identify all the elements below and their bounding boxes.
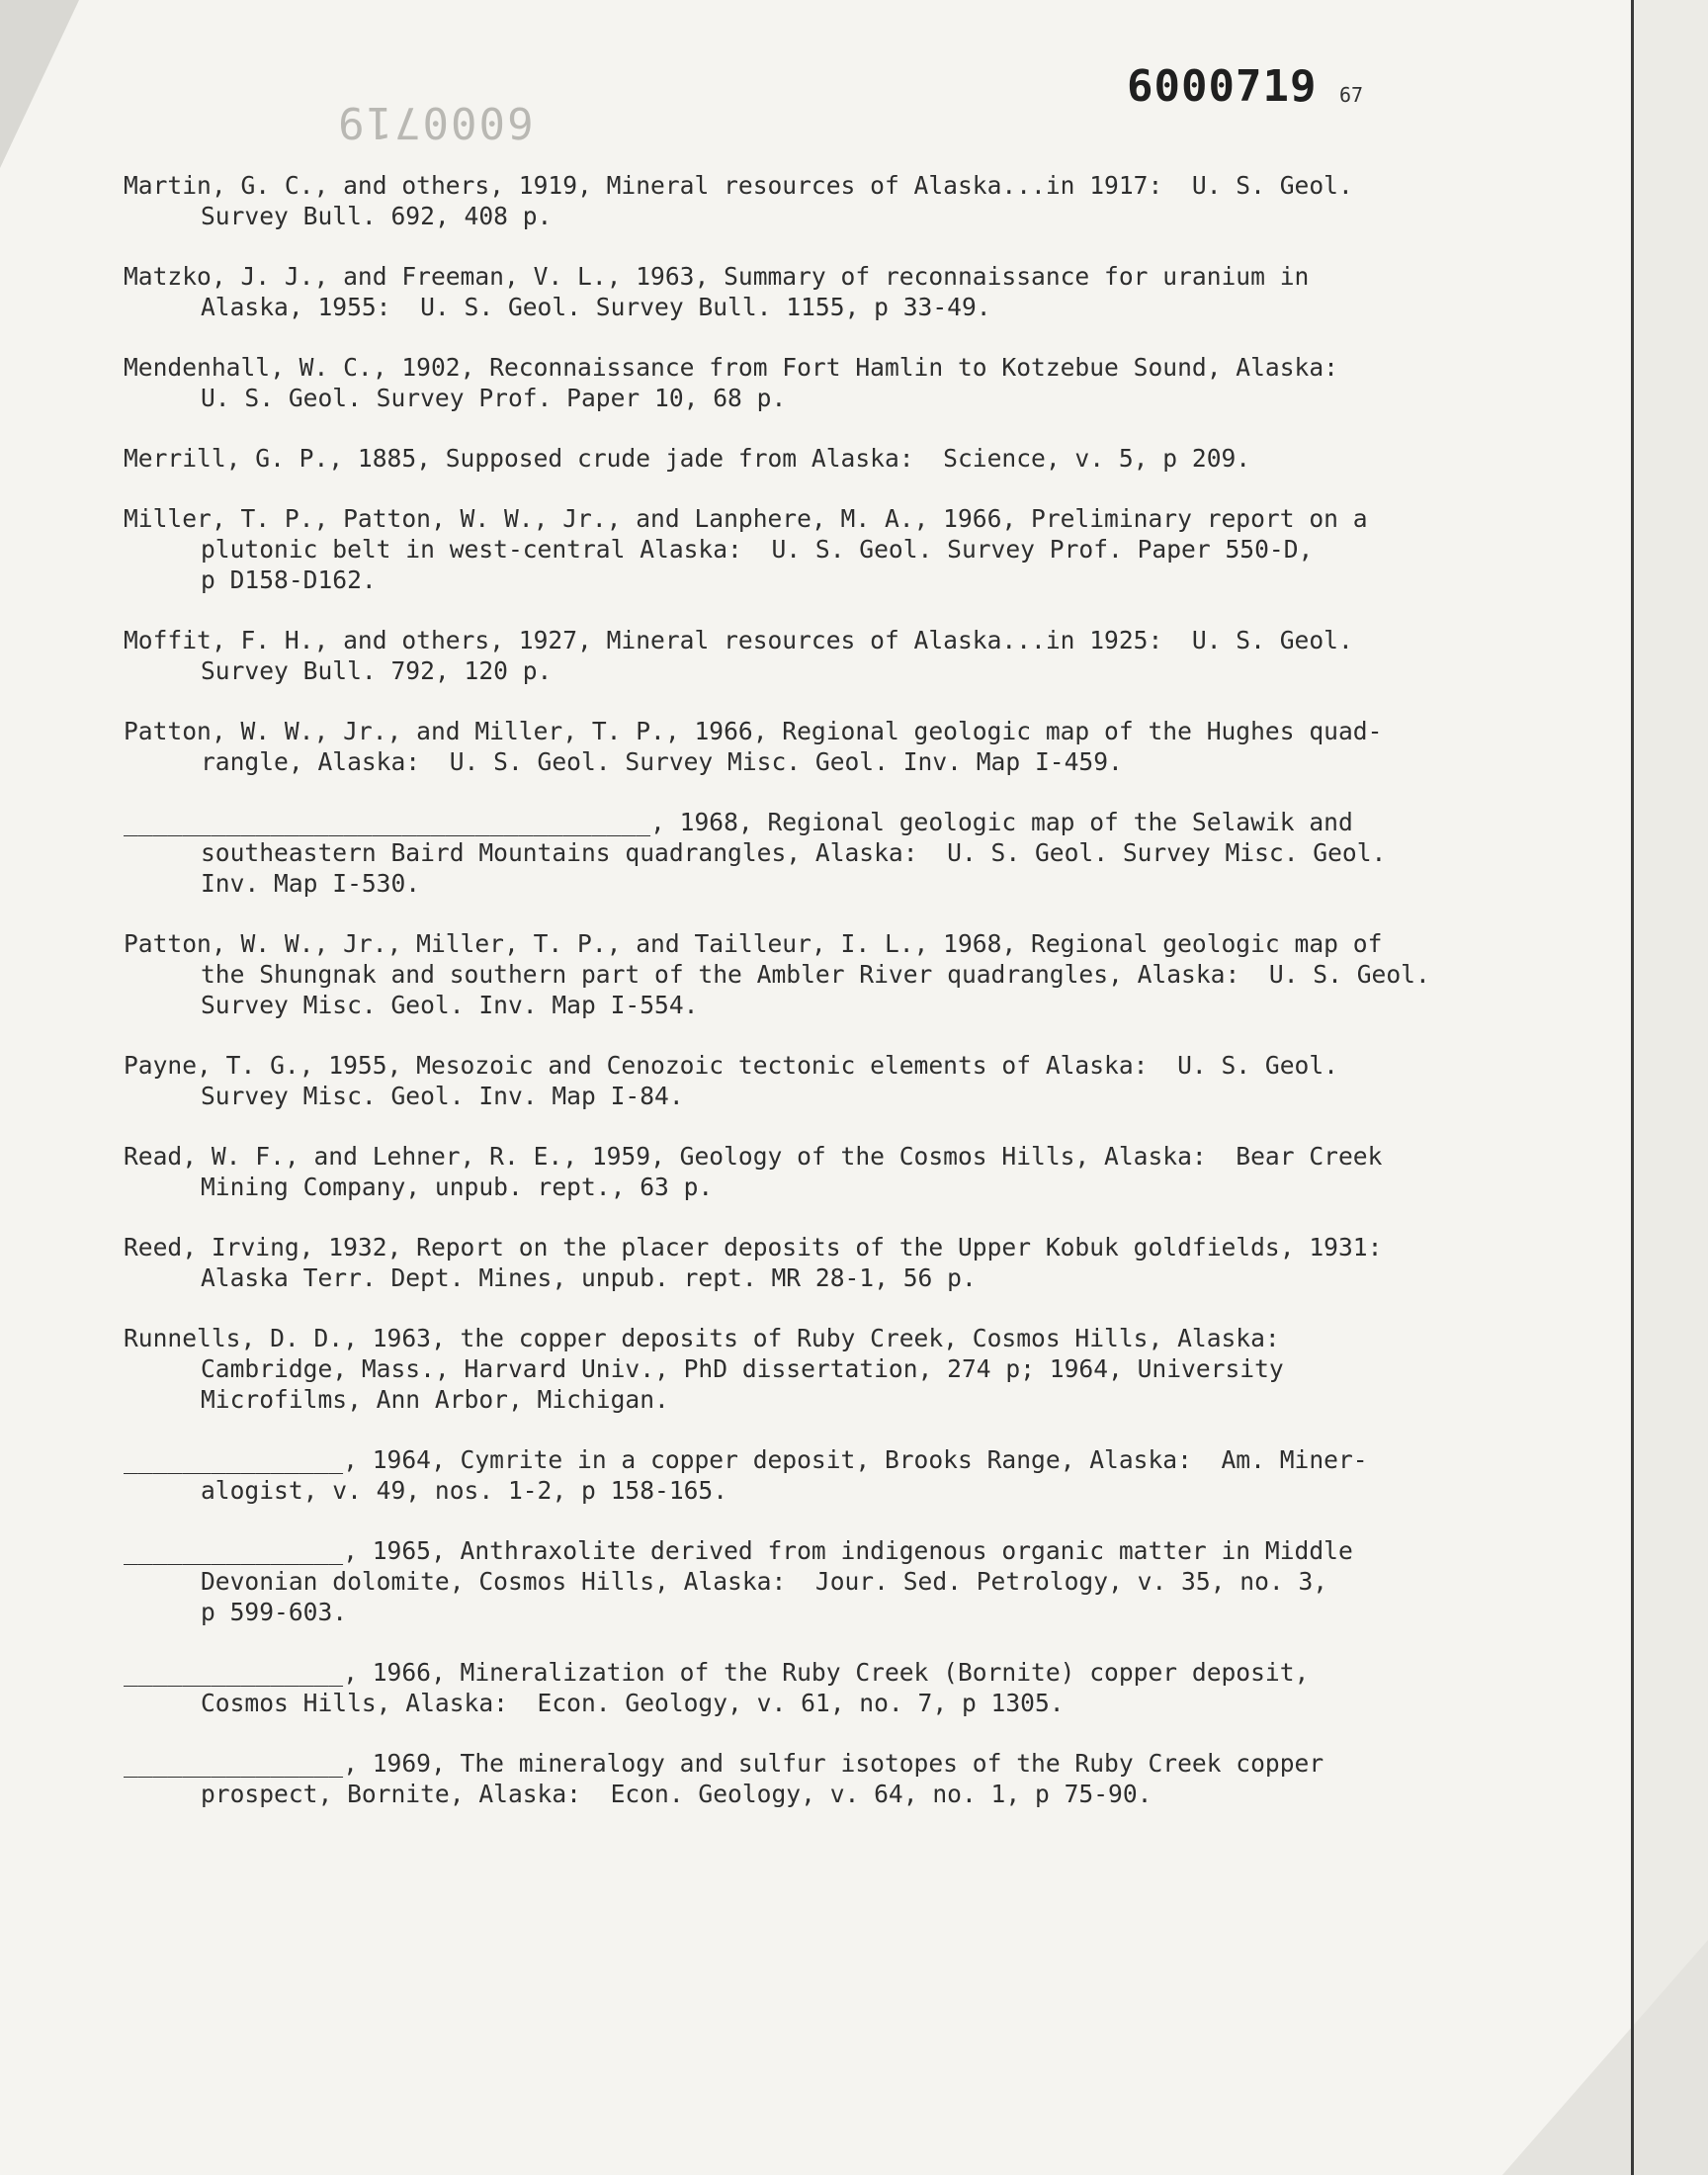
- reference-entry: _______________, 1964, Cymrite in a copper deposit, Brooks Range, Alaska: Am. Miner- alogist, v. 49, nos. 1-2, p 158-165.: [124, 1445, 1368, 1505]
- reference-entry: Read, W. F., and Lehner, R. E., 1959, Geology of the Cosmos Hills, Alaska: Bear Creek Mining Company, unpub. rept., 63 p.: [124, 1142, 1383, 1201]
- reference-entry: Moffit, F. H., and others, 1927, Mineral resources of Alaska...in 1925: U. S. Geol. Survey Bull. 792, 120 p.: [124, 626, 1353, 685]
- page-number: 67: [1339, 83, 1364, 107]
- reference-entry: Runnells, D. D., 1963, the copper deposits of Ruby Creek, Cosmos Hills, Alaska: Cambridge, Mass., Harvard Univ., PhD dissertation, 274 p; 1964, University Microfilms, Ann Arbor, Michigan.: [124, 1324, 1284, 1414]
- reference-entry: Reed, Irving, 1932, Report on the placer deposits of the Upper Kobuk goldfields, 1931: Alaska Terr. Dept. Mines, unpub. rept. MR 28-1, 56 p.: [124, 1233, 1383, 1292]
- bleed-through-stamp: 6000719: [336, 97, 534, 147]
- reference-entry: _______________, 1965, Anthraxolite derived from indigenous organic matter in Middle Devonian dolomite, Cosmos Hills, Alaska: Jour. Sed. Petrology, v. 35, no. 3, p 599-603.: [124, 1536, 1353, 1626]
- page-edge-line: [1631, 0, 1634, 2175]
- folded-corner-top-left: [0, 0, 79, 168]
- folded-corner-bottom-right: [1502, 1938, 1708, 2175]
- document-id-stamp: 6000719: [1127, 61, 1318, 112]
- reference-entry: Merrill, G. P., 1885, Supposed crude jade from Alaska: Science, v. 5, p 209.: [124, 444, 1251, 473]
- reference-entry: Miller, T. P., Patton, W. W., Jr., and Lanphere, M. A., 1966, Preliminary report on a plutonic belt in west-central Alaska: U. S. Geol. Survey Prof. Paper 550-D, p D158-D162.: [124, 504, 1368, 594]
- reference-entry: _______________, 1966, Mineralization of the Ruby Creek (Bornite) copper deposit, Cosmos Hills, Alaska: Econ. Geology, v. 61, no. 7, p 1305.: [124, 1658, 1310, 1717]
- reference-entry: _______________, 1969, The mineralogy and sulfur isotopes of the Ruby Creek copper prospect, Bornite, Alaska: Econ. Geology, v. 64, no. 1, p 75-90.: [124, 1749, 1324, 1808]
- reference-list: [124, 170, 1468, 1839]
- reference-entry: Mendenhall, W. C., 1902, Reconnaissance from Fort Hamlin to Kotzebue Sound, Alaska: U. S. Geol. Survey Prof. Paper 10, 68 p.: [124, 353, 1338, 412]
- reference-entry: Matzko, J. J., and Freeman, V. L., 1963, Summary of reconnaissance for uranium in Alaska, 1955: U. S. Geol. Survey Bull. 1155, p 33-49.: [124, 262, 1310, 321]
- reference-entry: Payne, T. G., 1955, Mesozoic and Cenozoic tectonic elements of Alaska: U. S. Geol. Survey Misc. Geol. Inv. Map I-84.: [124, 1051, 1338, 1110]
- reference-entry: Patton, W. W., Jr., Miller, T. P., and Tailleur, I. L., 1968, Regional geologic map of the Shungnak and southern part of the Ambler River quadrangles, Alaska: U. S. Geol. Survey Misc. Geol. Inv. Map I-554.: [124, 929, 1430, 1019]
- reference-entry: Martin, G. C., and others, 1919, Mineral resources of Alaska...in 1917: U. S. Geol. Survey Bull. 692, 408 p.: [124, 171, 1353, 230]
- reference-entry: Patton, W. W., Jr., and Miller, T. P., 1966, Regional geologic map of the Hughes quad- rangle, Alaska: U. S. Geol. Survey Misc. Geol. Inv. Map I-459.: [124, 717, 1383, 776]
- reference-entry: ____________________________________, 1968, Regional geologic map of the Selawik and southeastern Baird Mountains quadrangles, Alaska: U. S. Geol. Survey Misc. Geol. Inv. Map I-530.: [124, 808, 1387, 898]
